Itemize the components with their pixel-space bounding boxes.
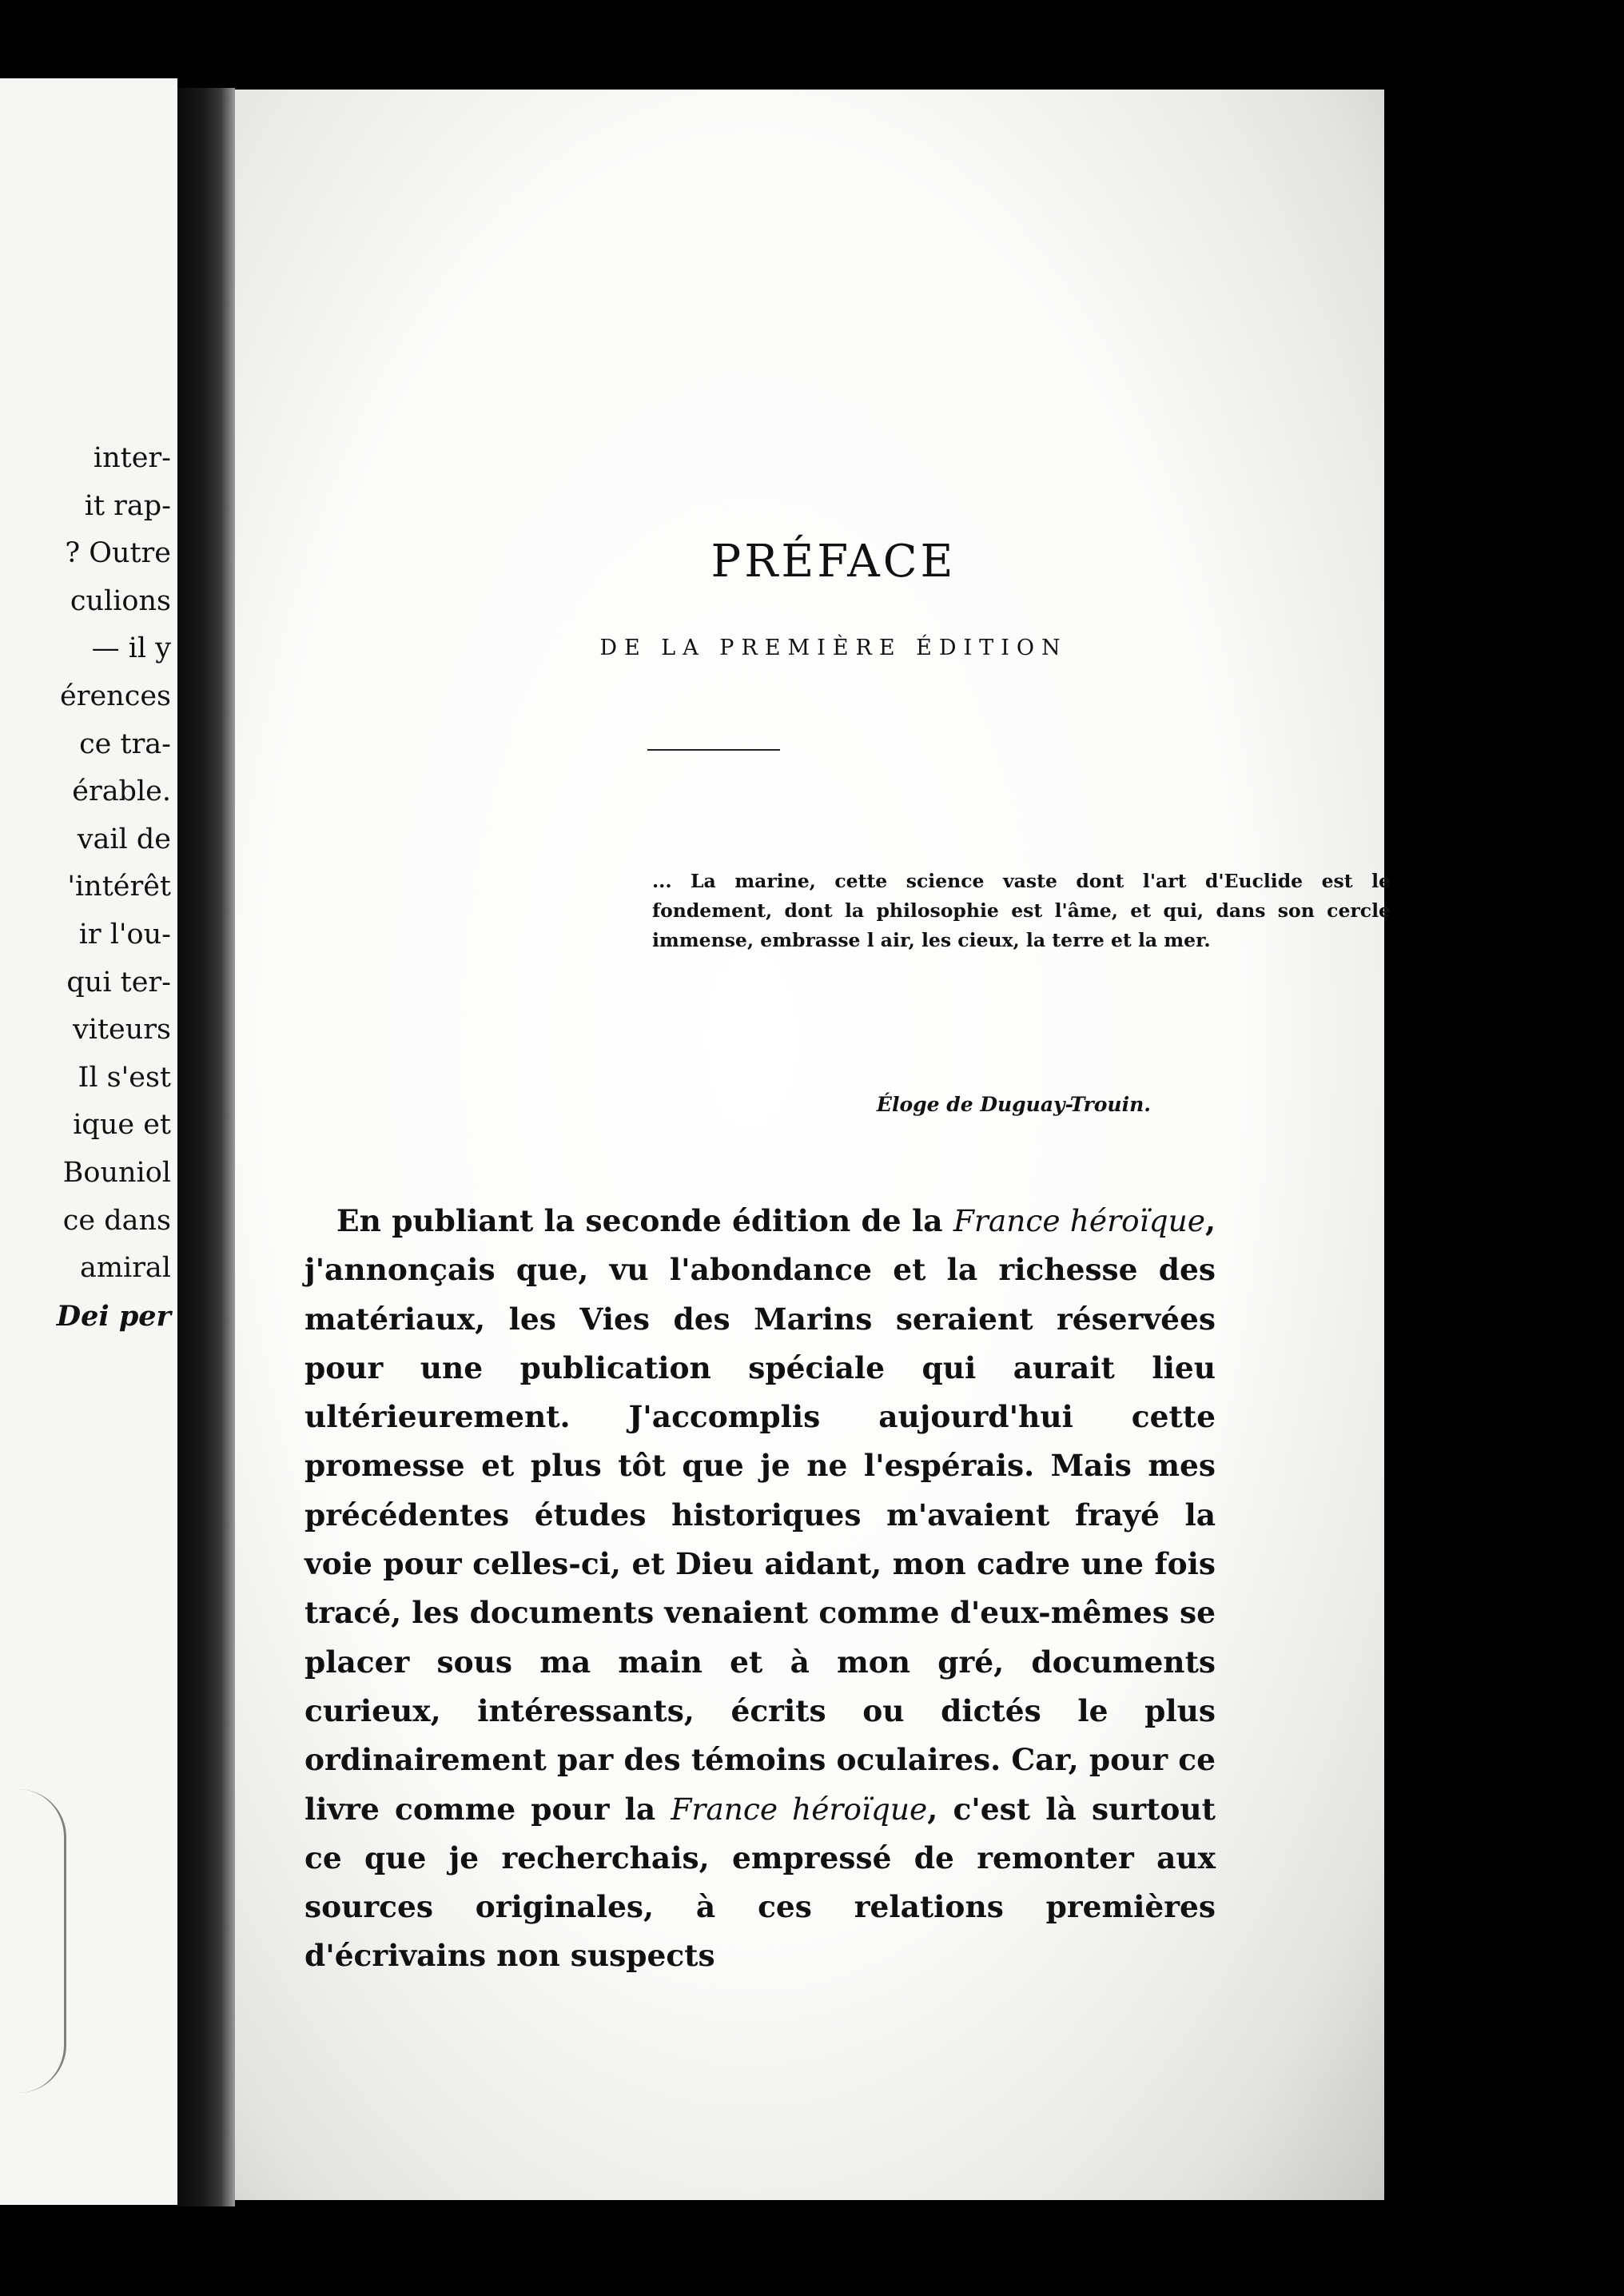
- facing-line: — il y: [91, 632, 171, 665]
- facing-line: inter-: [93, 442, 171, 474]
- body-paragraph: [304, 1197, 1216, 1981]
- facing-line: it rap-: [84, 489, 171, 522]
- facing-line: culions: [70, 584, 171, 617]
- title-divider: [647, 749, 780, 751]
- facing-line: ce dans: [62, 1204, 171, 1237]
- page-title: PRÉFACE: [710, 536, 957, 588]
- body-text-part: , j'annonçais que, vu l'abondance et la richesse des matériaux, les Vies des Marins seraient réservées pour une publication spéciale qui aurait lieu ultérieurement. J'accomplis aujourd'hui cette promesse et plus tôt que je ne l'espérais. Mais mes précédentes études historiques m'avaient frayé la voie pour celles-ci, et Dieu aidant, mon cadre une fois tracé, les documents venaient comme d'eux-mêmes se placer sous ma main et à mon gré, documents curieux, intéressants, écrits ou dictés le plus ordinairement par des témoins oculaires. Car, pour ce livre comme pour la: [304, 1203, 1216, 1827]
- facing-line: Il s'est: [78, 1061, 171, 1094]
- book-title-reference: France héroïque: [953, 1203, 1205, 1238]
- pencil-mark: [0, 1789, 66, 2093]
- facing-line: érable.: [72, 775, 171, 808]
- epigraph-source: Éloge de Duguay-Trouin.: [876, 1093, 1151, 1116]
- body-text-part: En publiant la seconde édition de la: [336, 1203, 953, 1238]
- facing-line: viteurs: [73, 1014, 171, 1046]
- facing-line: ir l'ou-: [78, 918, 171, 951]
- book-page: [235, 90, 1391, 2200]
- facing-page-left: [0, 78, 177, 2205]
- facing-line: qui ter-: [66, 966, 171, 999]
- epigraph: ... La marine, cette science vaste dont l'art d'Euclide est le fondement, dont la philosophie est l'âme, et qui, dans son cercle immense, embrasse l air, les cieux, la terre et la mer.: [652, 870, 1391, 951]
- page-subtitle: DE LA PREMIÈRE ÉDITION: [599, 636, 1068, 660]
- facing-line: ce tra-: [79, 727, 171, 760]
- facing-line: amiral: [79, 1252, 171, 1285]
- facing-line: vail de: [77, 823, 171, 855]
- facing-page-text: [0, 435, 171, 1340]
- facing-line: ique et: [73, 1109, 171, 1142]
- body-text-part: , c'est là surtout ce que je recherchais, empressé de remonter aux sources originales, à ces relations premières d'écrivains non suspects: [304, 1791, 1216, 1974]
- book-gutter: [177, 88, 235, 2206]
- facing-line: ? Outre: [65, 537, 171, 570]
- facing-line: Dei per: [56, 1299, 171, 1333]
- book-title-reference: France héroïque: [671, 1791, 928, 1827]
- facing-line: 'intérêt: [67, 871, 171, 903]
- facing-line: érences: [60, 680, 171, 712]
- facing-line: Bouniol: [62, 1156, 171, 1189]
